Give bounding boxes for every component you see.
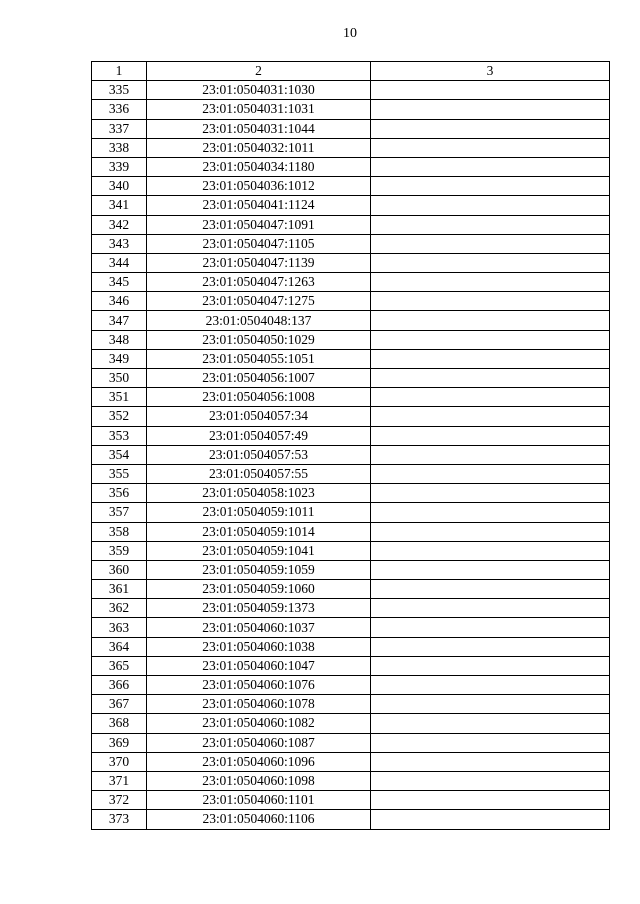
row-number-cell: 363 (92, 618, 147, 637)
cadastral-number-cell: 23:01:0504047:1105 (147, 234, 371, 253)
table-row (92, 484, 610, 503)
row-number-cell: 365 (92, 656, 147, 675)
note-cell (371, 733, 610, 752)
cadastral-number-cell: 23:01:0504056:1008 (147, 388, 371, 407)
table-header (92, 62, 610, 81)
cadastral-number-cell: 23:01:0504055:1051 (147, 349, 371, 368)
row-number-cell: 350 (92, 369, 147, 388)
note-cell (371, 234, 610, 253)
note-cell (371, 388, 610, 407)
row-number-cell: 339 (92, 157, 147, 176)
table-row (92, 119, 610, 138)
table-row (92, 234, 610, 253)
cadastral-number-cell: 23:01:0504060:1078 (147, 695, 371, 714)
row-number-cell: 369 (92, 733, 147, 752)
note-cell (371, 81, 610, 100)
table-row (92, 330, 610, 349)
cadastral-number-cell: 23:01:0504031:1044 (147, 119, 371, 138)
note-cell (371, 157, 610, 176)
table-row (92, 695, 610, 714)
table-row (92, 618, 610, 637)
row-number-cell: 370 (92, 752, 147, 771)
cadastral-number-cell: 23:01:0504060:1096 (147, 752, 371, 771)
table-row (92, 253, 610, 272)
table-row (92, 426, 610, 445)
table-row (92, 810, 610, 829)
cadastral-number-cell: 23:01:0504059:1041 (147, 541, 371, 560)
note-cell (371, 810, 610, 829)
row-number-cell: 349 (92, 349, 147, 368)
table-row (92, 81, 610, 100)
row-number-cell: 361 (92, 580, 147, 599)
column-header-3: 3 (371, 62, 610, 81)
table-row (92, 771, 610, 790)
note-cell (371, 273, 610, 292)
cadastral-number-cell: 23:01:0504060:1082 (147, 714, 371, 733)
note-cell (371, 618, 610, 637)
cadastral-number-cell: 23:01:0504041:1124 (147, 196, 371, 215)
cadastral-number-cell: 23:01:0504060:1098 (147, 771, 371, 790)
cadastral-number-cell: 23:01:0504047:1139 (147, 253, 371, 272)
row-number-cell: 335 (92, 81, 147, 100)
row-number-cell: 362 (92, 599, 147, 618)
table-row (92, 522, 610, 541)
cadastral-number-cell: 23:01:0504060:1047 (147, 656, 371, 675)
row-number-cell: 353 (92, 426, 147, 445)
table-row (92, 599, 610, 618)
cadastral-number-cell: 23:01:0504060:1101 (147, 791, 371, 810)
table-row (92, 100, 610, 119)
cadastral-number-cell: 23:01:0504047:1263 (147, 273, 371, 292)
table-row (92, 464, 610, 483)
table-row (92, 311, 610, 330)
table-row (92, 138, 610, 157)
row-number-cell: 347 (92, 311, 147, 330)
note-cell (371, 464, 610, 483)
row-number-cell: 368 (92, 714, 147, 733)
note-cell (371, 196, 610, 215)
table-row (92, 273, 610, 292)
note-cell (371, 177, 610, 196)
row-number-cell: 352 (92, 407, 147, 426)
note-cell (371, 349, 610, 368)
table-row (92, 215, 610, 234)
table-row (92, 388, 610, 407)
note-cell (371, 791, 610, 810)
row-number-cell: 345 (92, 273, 147, 292)
table-row (92, 791, 610, 810)
row-number-cell: 341 (92, 196, 147, 215)
row-number-cell: 346 (92, 292, 147, 311)
table-body (92, 81, 610, 829)
data-table (91, 61, 610, 830)
table-row (92, 503, 610, 522)
row-number-cell: 372 (92, 791, 147, 810)
table-row (92, 714, 610, 733)
row-number-cell: 373 (92, 810, 147, 829)
note-cell (371, 292, 610, 311)
cadastral-number-cell: 23:01:0504031:1030 (147, 81, 371, 100)
cadastral-number-cell: 23:01:0504057:53 (147, 445, 371, 464)
column-header-2: 2 (147, 62, 371, 81)
cadastral-number-cell: 23:01:0504056:1007 (147, 369, 371, 388)
table-row (92, 580, 610, 599)
table-header-row (92, 62, 610, 81)
cadastral-number-cell: 23:01:0504059:1060 (147, 580, 371, 599)
table-row (92, 752, 610, 771)
note-cell (371, 714, 610, 733)
row-number-cell: 367 (92, 695, 147, 714)
note-cell (371, 484, 610, 503)
cadastral-number-cell: 23:01:0504034:1180 (147, 157, 371, 176)
note-cell (371, 445, 610, 464)
note-cell (371, 100, 610, 119)
row-number-cell: 337 (92, 119, 147, 138)
table-row (92, 656, 610, 675)
note-cell (371, 522, 610, 541)
note-cell (371, 369, 610, 388)
note-cell (371, 407, 610, 426)
cadastral-number-cell: 23:01:0504048:137 (147, 311, 371, 330)
note-cell (371, 656, 610, 675)
table-row (92, 177, 610, 196)
table-row (92, 637, 610, 656)
note-cell (371, 503, 610, 522)
row-number-cell: 336 (92, 100, 147, 119)
row-number-cell: 338 (92, 138, 147, 157)
row-number-cell: 354 (92, 445, 147, 464)
note-cell (371, 771, 610, 790)
note-cell (371, 215, 610, 234)
cadastral-number-cell: 23:01:0504057:55 (147, 464, 371, 483)
note-cell (371, 637, 610, 656)
row-number-cell: 356 (92, 484, 147, 503)
column-header-1: 1 (92, 62, 147, 81)
cadastral-number-cell: 23:01:0504060:1037 (147, 618, 371, 637)
row-number-cell: 348 (92, 330, 147, 349)
note-cell (371, 541, 610, 560)
table-row (92, 541, 610, 560)
table-row (92, 196, 610, 215)
cadastral-number-cell: 23:01:0504031:1031 (147, 100, 371, 119)
cadastral-number-cell: 23:01:0504058:1023 (147, 484, 371, 503)
row-number-cell: 351 (92, 388, 147, 407)
row-number-cell: 366 (92, 676, 147, 695)
cadastral-number-cell: 23:01:0504057:49 (147, 426, 371, 445)
note-cell (371, 676, 610, 695)
cadastral-number-cell: 23:01:0504057:34 (147, 407, 371, 426)
cadastral-number-cell: 23:01:0504059:1059 (147, 560, 371, 579)
note-cell (371, 560, 610, 579)
note-cell (371, 119, 610, 138)
row-number-cell: 355 (92, 464, 147, 483)
note-cell (371, 253, 610, 272)
row-number-cell: 371 (92, 771, 147, 790)
row-number-cell: 359 (92, 541, 147, 560)
row-number-cell: 357 (92, 503, 147, 522)
note-cell (371, 426, 610, 445)
note-cell (371, 580, 610, 599)
table-row (92, 676, 610, 695)
table-row (92, 445, 610, 464)
cadastral-number-cell: 23:01:0504059:1011 (147, 503, 371, 522)
cadastral-number-cell: 23:01:0504060:1106 (147, 810, 371, 829)
cadastral-number-cell: 23:01:0504059:1373 (147, 599, 371, 618)
table-row (92, 407, 610, 426)
table-row (92, 157, 610, 176)
row-number-cell: 342 (92, 215, 147, 234)
table-row (92, 733, 610, 752)
row-number-cell: 340 (92, 177, 147, 196)
row-number-cell: 360 (92, 560, 147, 579)
table-row (92, 292, 610, 311)
note-cell (371, 599, 610, 618)
row-number-cell: 358 (92, 522, 147, 541)
table-row (92, 349, 610, 368)
row-number-cell: 343 (92, 234, 147, 253)
note-cell (371, 311, 610, 330)
note-cell (371, 752, 610, 771)
cadastral-number-cell: 23:01:0504060:1076 (147, 676, 371, 695)
note-cell (371, 138, 610, 157)
row-number-cell: 344 (92, 253, 147, 272)
cadastral-number-cell: 23:01:0504036:1012 (147, 177, 371, 196)
cadastral-number-cell: 23:01:0504050:1029 (147, 330, 371, 349)
row-number-cell: 364 (92, 637, 147, 656)
cadastral-number-cell: 23:01:0504060:1038 (147, 637, 371, 656)
cadastral-number-cell: 23:01:0504047:1091 (147, 215, 371, 234)
cadastral-number-cell: 23:01:0504059:1014 (147, 522, 371, 541)
page-number: 10 (343, 26, 357, 41)
cadastral-number-cell: 23:01:0504032:1011 (147, 138, 371, 157)
note-cell (371, 330, 610, 349)
cadastral-number-cell: 23:01:0504060:1087 (147, 733, 371, 752)
table-row (92, 369, 610, 388)
table-row (92, 560, 610, 579)
cadastral-number-cell: 23:01:0504047:1275 (147, 292, 371, 311)
note-cell (371, 695, 610, 714)
